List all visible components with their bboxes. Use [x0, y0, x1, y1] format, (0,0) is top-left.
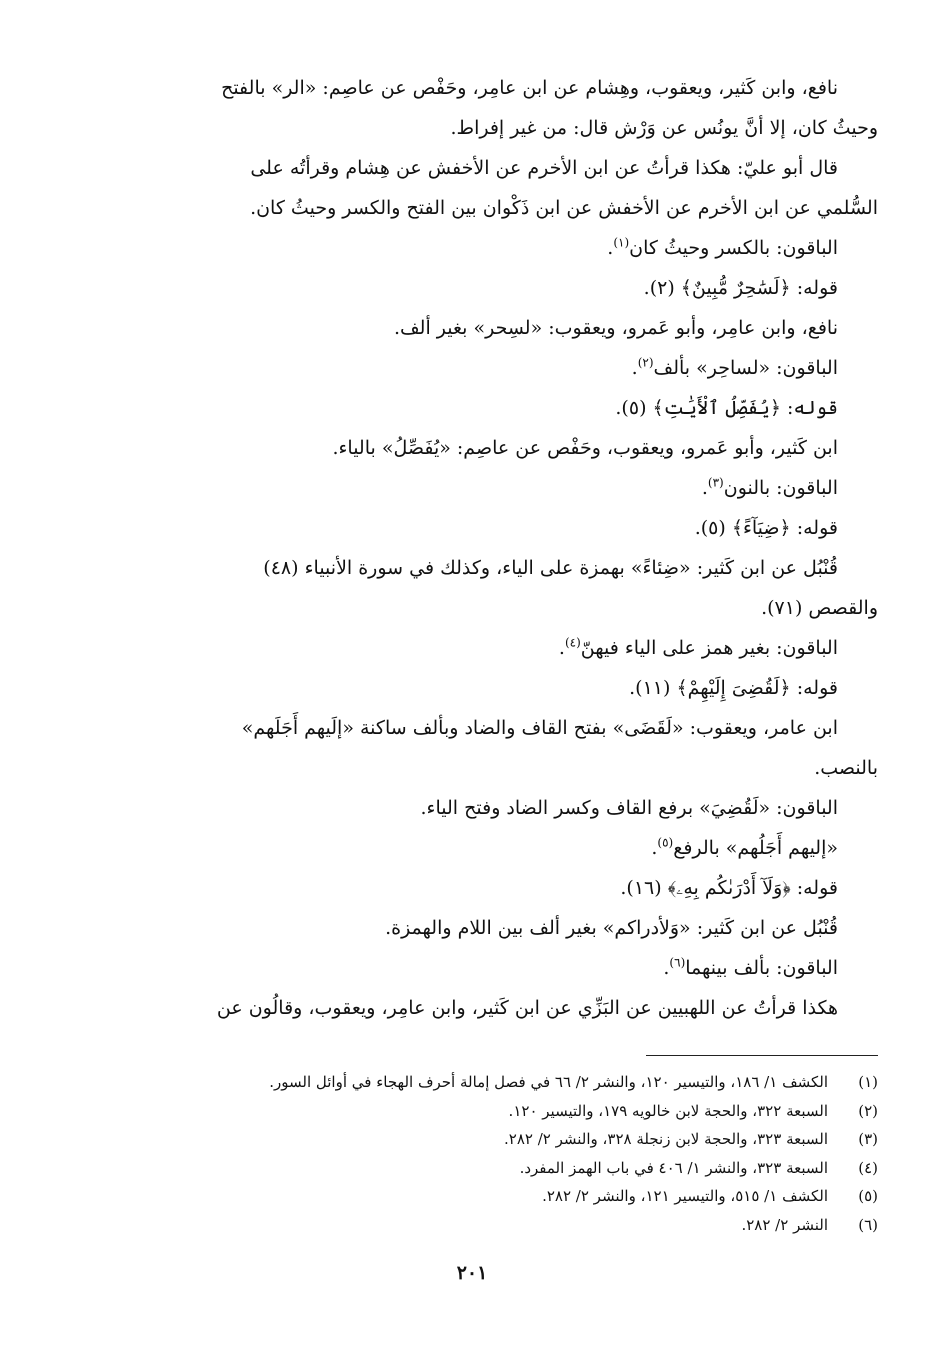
- footnote-item: [130, 1068, 878, 1097]
- footnote-item: [130, 1211, 878, 1240]
- footnote-number: (١): [858, 1073, 878, 1091]
- line-punctuation: .: [701, 477, 708, 499]
- page-number: ٢٠١: [456, 1262, 488, 1284]
- line-text: الباقون: بغير همز على الياء فيهنّ: [580, 637, 838, 659]
- text-line: [130, 988, 878, 1028]
- footnote-text: السبعة ٣٢٣، والنشر ١/ ٤٠٦ في باب الهمز المفرد.: [519, 1158, 828, 1177]
- line-text: السُّلمي عن ابن الأخرم عن الأخفش عن ابن ذَكْوان بين الفتح والكسر وحيثُ كان.: [250, 197, 878, 219]
- footnote-number: (٤): [858, 1158, 878, 1177]
- footnote-reference[interactable]: (٣): [707, 475, 724, 490]
- text-line: [130, 548, 878, 588]
- text-line: [130, 348, 878, 388]
- text-line: [130, 628, 878, 668]
- text-line: [130, 188, 878, 228]
- line-text: الباقون: «لَقُضِيَ» برفع القاف وكسر الضاد وفتح الياء.: [420, 797, 838, 819]
- line-text: وحيثُ كان، إلا أنَّ يونُس عن وَرْش قال: من غير إفراط.: [450, 117, 878, 139]
- footnote-item: [130, 1154, 878, 1183]
- line-text: قوله: ﴿يُفَصِّلُ ٱلْأَيَٰتِ﴾ (٥).: [615, 397, 838, 419]
- line-punctuation: .: [651, 837, 658, 859]
- footnote-number: (٢): [858, 1101, 878, 1120]
- text-line: [130, 148, 878, 188]
- main-text: [130, 68, 878, 1028]
- line-text: قال أبو عليّ: هكذا قرأتُ عن ابن الأخرم عن الأخفش عن هِشام وقرأتُه على: [250, 157, 838, 179]
- footnote-text: الكشف ١/ ٥١٥، والتيسير ١٢١، والنشر ٢/ ٢٨٢.: [542, 1187, 828, 1205]
- footnotes: [130, 1068, 878, 1239]
- line-text: الباقون: «لساحِر» بألف: [653, 357, 838, 379]
- footnote-item: [130, 1097, 878, 1126]
- text-line: [130, 508, 878, 548]
- footnote-reference[interactable]: (٤): [564, 635, 581, 650]
- footnote-number: (٥): [858, 1187, 878, 1205]
- text-line: [130, 948, 878, 988]
- footnote-text: السبعة ٣٢٣، والحجة لابن زنجلة ٣٢٨، والنشر ٢/ ٢٨٢.: [504, 1130, 828, 1148]
- text-line: [130, 388, 878, 428]
- footnote-reference[interactable]: (٦): [669, 955, 686, 970]
- text-line: [130, 268, 878, 308]
- line-text: هكذا قرأتُ عن اللهبيين عن البَزِّي عن ابن كَثير، وابن عامِر، ويعقوب، وقالُون عن: [216, 997, 838, 1019]
- text-line: [130, 428, 878, 468]
- line-text: ابن كَثير، وأبو عَمرو، ويعقوب، وحَفْص عن عاصِم: «يُفَصِّلُ» بالياء.: [332, 437, 838, 459]
- text-line: [130, 828, 878, 868]
- line-punctuation: .: [607, 237, 614, 259]
- text-line: [130, 788, 878, 828]
- line-text: الباقون: بالنون: [723, 477, 838, 499]
- footnote-item: [130, 1182, 878, 1211]
- line-text: قُنْبُل عن ابن كَثير: «ضِئاءً» بهمزة على الياء، وكذلك في سورة الأنبياء (٤٨): [263, 557, 838, 579]
- line-text: قوله: ﴿لَقُضِىَ إِلَيْهِمْ﴾ (١١).: [629, 677, 838, 699]
- footnote-separator: [646, 1055, 878, 1056]
- line-text: قوله: ﴿ضِيَآءً﴾ (٥).: [694, 517, 838, 539]
- line-punctuation: .: [663, 957, 670, 979]
- footnote-reference[interactable]: (٥): [657, 835, 674, 850]
- line-text: والقصص (٧١).: [761, 597, 878, 619]
- line-punctuation: .: [631, 357, 638, 379]
- text-line: [130, 588, 878, 628]
- footnote-text: النشر ٢/ ٢٨٢.: [741, 1215, 828, 1234]
- line-text: قُنْبُل عن ابن كَثير: «وَلأدراكم» بغير ألف بين اللام والهمزة.: [385, 917, 838, 939]
- text-line: [130, 68, 878, 108]
- line-punctuation: .: [558, 637, 565, 659]
- footnote-number: (٣): [858, 1130, 878, 1148]
- text-line: [130, 228, 878, 268]
- line-text: نافع، وابن عامِر، وأبو عَمرو، ويعقوب: «لسِحر» بغير ألف.: [393, 317, 838, 339]
- footnote-reference[interactable]: (١): [613, 235, 630, 250]
- text-line: [130, 748, 878, 788]
- line-text: الباقون: بألف بينهما: [685, 957, 838, 979]
- text-line: [130, 908, 878, 948]
- line-text: قوله: ﴿لَسَٰحِرٌ مُّبِينٌ﴾ (٢).: [643, 277, 838, 299]
- line-text: نافع، وابن كَثير، ويعقوب، وهِشام عن ابن عامِر، وحَفْص عن عاصِم: «الر» بالفتح: [221, 77, 838, 99]
- text-line: [130, 308, 878, 348]
- text-line: [130, 468, 878, 508]
- line-text: ابن عامر، ويعقوب: «لَقَضَى» بفتح القاف والضاد وبألف ساكنة «إلَيهم أَجَلَهم»: [241, 717, 838, 739]
- line-text: «إليهم أَجَلُهم» بالرفع: [673, 837, 838, 859]
- text-line: [130, 868, 878, 908]
- line-text: بالنصب.: [814, 757, 878, 779]
- footnote-reference[interactable]: (٢): [637, 355, 654, 370]
- footnote-number: (٦): [858, 1215, 878, 1234]
- line-text: الباقون: بالكسر وحيثُ كان: [629, 237, 838, 259]
- line-text: قوله: ﴿وَلَآ أَدْرَىٰكُم بِهِۦ﴾ (١٦).: [620, 877, 838, 899]
- footnote-item: [130, 1125, 878, 1154]
- text-line: [130, 668, 878, 708]
- text-line: [130, 708, 878, 748]
- footnote-text: الكشف ١/ ١٨٦، والتيسير ١٢٠، والنشر ٢/ ٦٦ في فصل إمالة أحرف الهجاء في أوائل السور.: [269, 1073, 828, 1091]
- text-line: [130, 108, 878, 148]
- footnote-text: السبعة ٣٢٢، والحجة لابن خالويه ١٧٩، والتيسير ١٢٠.: [508, 1101, 828, 1120]
